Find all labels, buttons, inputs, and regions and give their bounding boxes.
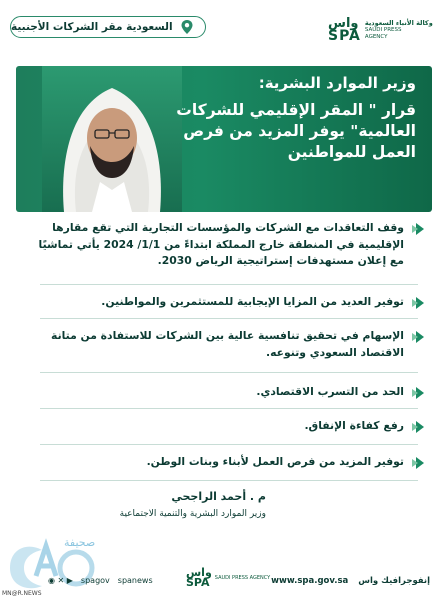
divider bbox=[40, 480, 418, 481]
credit-text: MN@R.NEWS bbox=[2, 590, 42, 597]
headline: قرار " المقر الإقليمي للشركات العالمية" يوفر المزيد من فرص العمل للمواطنين bbox=[176, 101, 416, 161]
bullet-item: توفير العديد من المزايا الإيجابية للمستثمرين والمواطنين. bbox=[26, 294, 424, 311]
divider bbox=[40, 318, 418, 319]
website-link[interactable]: www.spa.gov.sa bbox=[271, 576, 349, 586]
spa-logo-text: وكالة الأنباء السعودية SAUDI PRESS AGENCY bbox=[364, 18, 433, 40]
bullet-item: الإسهام في تحقيق تنافسية عالية بين الشركات للاستفادة من متانة الاقتصاد السعودي وتنوعه. bbox=[26, 328, 424, 361]
footer-social bbox=[48, 576, 153, 585]
divider bbox=[40, 372, 418, 373]
arrow-bullet-icon bbox=[412, 331, 424, 343]
spa-logo-mark: واس SPA bbox=[328, 15, 361, 44]
location-pill bbox=[10, 16, 206, 38]
minister-title: وزير الموارد البشرية: bbox=[258, 74, 416, 92]
divider bbox=[40, 284, 418, 285]
signature-block bbox=[120, 490, 266, 519]
arrow-bullet-icon bbox=[412, 457, 424, 469]
infographic-label: إنفوجرافيك واس bbox=[358, 576, 430, 586]
footer bbox=[0, 560, 448, 600]
divider bbox=[40, 408, 418, 409]
arrow-bullet-icon bbox=[412, 223, 424, 235]
spa-logo bbox=[328, 12, 436, 48]
bullet-item: توفير المزيد من فرص العمل لأبناء وبنات الوطن. bbox=[26, 454, 424, 471]
footer-spa-logo: واس SPA SAUDI PRESS AGENCY bbox=[186, 566, 271, 589]
footer-right bbox=[271, 576, 430, 586]
location-pin-icon bbox=[179, 19, 195, 35]
bullet-item: رفع كفاءة الإنفاق. bbox=[26, 418, 424, 435]
divider bbox=[40, 444, 418, 445]
header bbox=[0, 0, 448, 56]
arrow-bullet-icon bbox=[412, 297, 424, 309]
headline-banner bbox=[16, 66, 432, 212]
bullet-item: الحد من التسرب الاقتصادي. bbox=[26, 384, 424, 401]
arrow-bullet-icon bbox=[412, 421, 424, 433]
minister-role: وزير الموارد البشرية والتنمية الاجتماعية bbox=[119, 509, 266, 519]
bullet-item: وقف التعاقدات مع الشركات والمؤسسات التجارية التي تقع مقارها الإقليمية في المنطقة خارج المملكة ابتداءً من 1/1/ 2024 يأتي تماشيًا مع إعلان مستهدفات إستراتيجية الرياض 2030. bbox=[26, 220, 424, 270]
minister-name: م . أحمد الراجحي bbox=[171, 490, 266, 503]
social-icons: ◉ ✕ ▶ bbox=[48, 576, 73, 585]
location-text: السعودية مقر الشركات الأجنبية bbox=[11, 21, 173, 33]
social-handle-spagov[interactable]: spagov bbox=[80, 576, 110, 585]
watermark-text: صحيفة bbox=[64, 536, 96, 549]
minister-photo bbox=[42, 66, 182, 212]
social-handle-spanews[interactable]: spanews bbox=[117, 576, 153, 585]
arrow-bullet-icon bbox=[412, 387, 424, 399]
